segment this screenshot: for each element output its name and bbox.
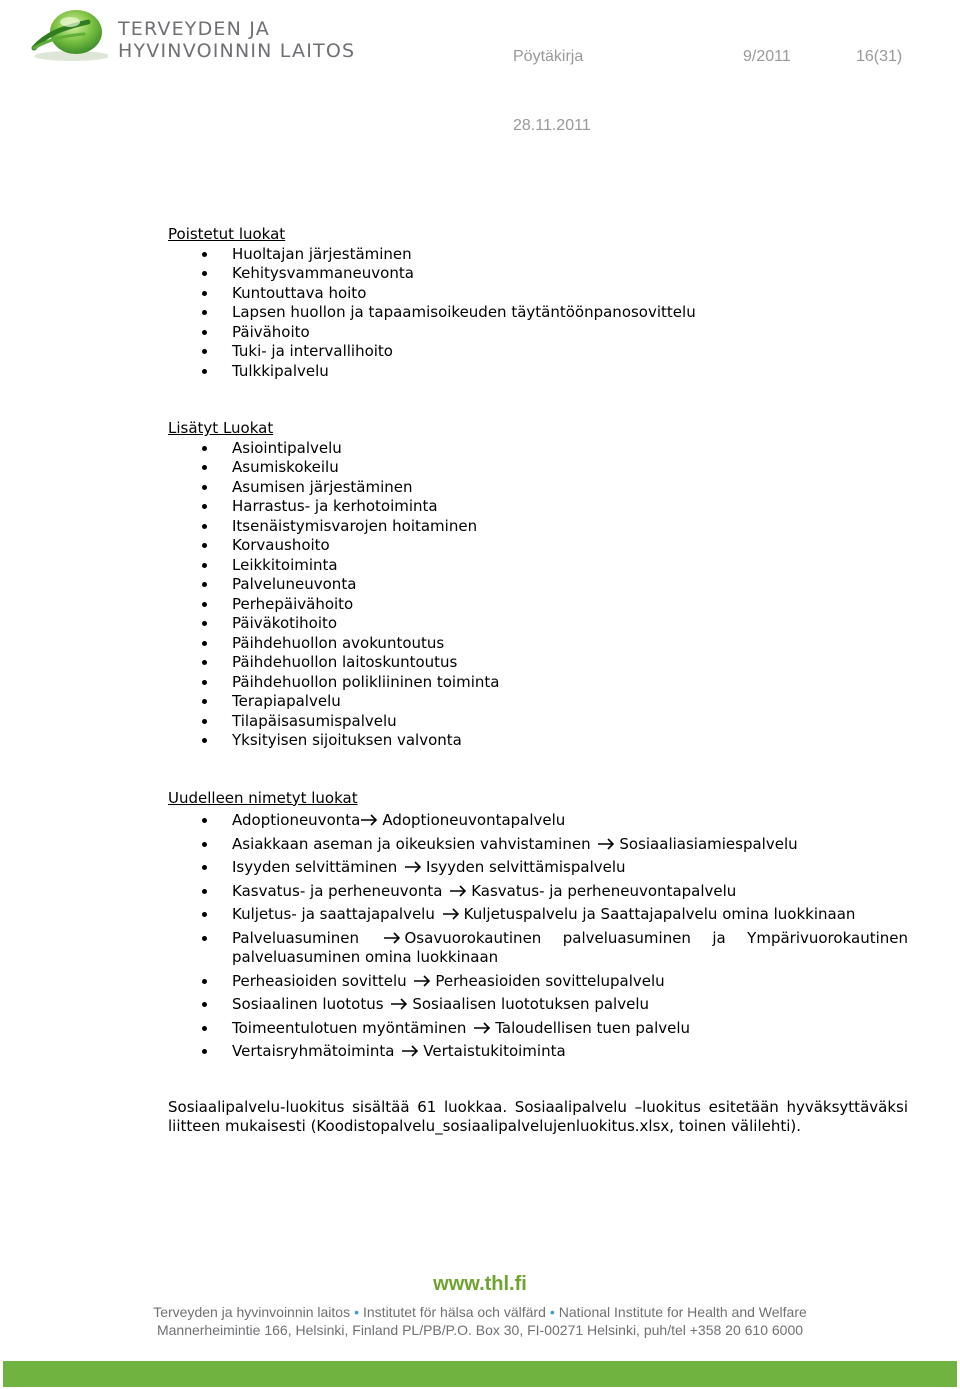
rename-item bbox=[168, 882, 908, 902]
list-item: Korvaushoito bbox=[168, 536, 908, 556]
new-name: Sosiaalisen luototuksen palvelu bbox=[412, 995, 649, 1013]
page-number: 16(31) bbox=[856, 48, 903, 65]
new-name: Vertaistukitoiminta bbox=[423, 1042, 566, 1060]
document-number: 9/2011 bbox=[743, 48, 791, 65]
org-name-line2: HYVINVOINNIN LAITOS bbox=[118, 40, 356, 62]
list-item: Päiväkotihoito bbox=[168, 614, 908, 634]
new-name: Taloudellisen tuen palvelu bbox=[495, 1018, 691, 1037]
list-item: Tilapäisasumispalvelu bbox=[168, 712, 908, 732]
thl-leaf-logo-icon bbox=[28, 4, 108, 64]
document-body bbox=[168, 225, 908, 1137]
old-name: Kasvatus- ja perheneuvonta bbox=[232, 881, 443, 900]
rename-item bbox=[168, 929, 908, 968]
list-item: Tuki- ja intervallihoito bbox=[168, 342, 908, 362]
old-name: Vertaisryhmätoiminta bbox=[232, 1042, 395, 1060]
arrow-right-icon bbox=[442, 908, 460, 920]
renamed-classes-list bbox=[168, 811, 908, 1062]
list-item: Päivähoito bbox=[168, 323, 908, 343]
document-date: 28.11.2011 bbox=[513, 117, 591, 134]
arrow-right-icon bbox=[413, 975, 431, 987]
new-name: Sosiaaliasiamiespalvelu bbox=[619, 834, 798, 853]
old-name: Isyyden selvittäminen bbox=[232, 858, 398, 876]
old-name: Palveluasuminen bbox=[232, 928, 360, 947]
list-item: Palveluneuvonta bbox=[168, 575, 908, 595]
bullet-separator-icon: • bbox=[549, 1304, 555, 1320]
old-name: Kuljetus- ja saattajapalvelu bbox=[232, 905, 435, 923]
old-name: Adoptioneuvonta bbox=[232, 811, 361, 829]
rename-item bbox=[168, 995, 908, 1015]
old-name: Sosiaalinen luototus bbox=[232, 995, 384, 1013]
removed-classes-title: Poistetut luokat bbox=[168, 225, 286, 243]
list-item: Itsenäistymisvarojen hoitaminen bbox=[168, 517, 908, 537]
footer-color-bar bbox=[3, 1361, 957, 1387]
list-item: Perhepäivähoito bbox=[168, 595, 908, 615]
thl-logo bbox=[28, 4, 378, 64]
old-name: Perheasioiden sovittelu bbox=[232, 971, 407, 990]
arrow-right-icon bbox=[383, 932, 401, 944]
added-classes-title: Lisätyt Luokat bbox=[168, 419, 274, 437]
bullet-separator-icon: • bbox=[354, 1304, 359, 1320]
removed-classes-list bbox=[168, 245, 908, 382]
footer-address: Mannerheimintie 166, Helsinki, Finland PL/PB/P.O. Box 30, FI-00271 Helsinki, puh/tel +358 20 610 6000 bbox=[156, 1322, 804, 1338]
list-item: Päihdehuollon laitoskuntoutus bbox=[168, 653, 908, 673]
rename-item bbox=[168, 1019, 908, 1039]
list-item: Kuntouttava hoito bbox=[168, 284, 908, 304]
rename-item bbox=[168, 835, 908, 855]
list-item: Leikkitoiminta bbox=[168, 556, 908, 576]
added-classes-list bbox=[168, 439, 908, 751]
summary-paragraph: Sosiaalipalvelu-luokitus sisältää 61 luokkaa. Sosiaalipalvelu –luokitus esitetään hyväksyttäväksi liitteen mukaisesti (Koodistopalvelu_sosiaalipalvelujenluokitus.xlsx, toinen välilehti). bbox=[168, 1097, 908, 1135]
new-name: Perheasioiden sovittelupalvelu bbox=[435, 971, 665, 990]
footer-institution-names bbox=[0, 1304, 960, 1320]
list-item: Terapiapalvelu bbox=[168, 692, 908, 712]
list-item: Tulkkipalvelu bbox=[168, 362, 908, 382]
new-name: Osavuorokautinen palveluasuminen ja Ympärivuorokautinen palveluasuminen omina luokkinaan bbox=[232, 928, 908, 966]
list-item: Yksityisen sijoituksen valvonta bbox=[168, 731, 908, 751]
document-type: Pöytäkirja bbox=[513, 48, 584, 65]
new-name: Isyyden selvittämispalvelu bbox=[426, 858, 626, 876]
footer-website-link[interactable]: www.thl.fi bbox=[433, 1273, 527, 1295]
renamed-classes-title: Uudelleen nimetyt luokat bbox=[168, 788, 358, 807]
list-item: Huoltajan järjestäminen bbox=[168, 245, 908, 265]
old-name: Toimeentulotuen myöntäminen bbox=[232, 1018, 467, 1037]
new-name: Adoptioneuvontapalvelu bbox=[382, 811, 566, 829]
list-item: Asiointipalvelu bbox=[168, 439, 908, 459]
rename-item bbox=[168, 972, 908, 992]
institution-name-sv: Institutet för hälsa och välfärd bbox=[363, 1304, 546, 1320]
institution-name-en: National Institute for Health and Welfare bbox=[558, 1304, 807, 1320]
arrow-right-icon bbox=[473, 1022, 491, 1034]
list-item: Päihdehuollon polikliininen toiminta bbox=[168, 673, 908, 693]
institution-name-fi: Terveyden ja hyvinvoinnin laitos bbox=[153, 1304, 351, 1320]
arrow-right-icon bbox=[390, 998, 408, 1010]
rename-item bbox=[168, 858, 908, 878]
list-item: Lapsen huollon ja tapaamisoikeuden täytäntöönpanosovittelu bbox=[168, 303, 908, 323]
new-name: Kuljetuspalvelu ja Saattajapalvelu omina luokkinaan bbox=[463, 905, 856, 923]
list-item: Päihdehuollon avokuntoutus bbox=[168, 634, 908, 654]
list-item: Harrastus- ja kerhotoiminta bbox=[168, 497, 908, 517]
rename-item bbox=[168, 1042, 908, 1062]
arrow-right-icon bbox=[404, 861, 422, 873]
list-item: Asumisen järjestäminen bbox=[168, 478, 908, 498]
new-name: Kasvatus- ja perheneuvontapalvelu bbox=[471, 881, 737, 900]
arrow-right-icon bbox=[597, 838, 615, 850]
rename-item bbox=[168, 905, 908, 925]
rename-item bbox=[168, 811, 908, 831]
org-name-line1: TERVEYDEN JA bbox=[118, 18, 270, 40]
list-item: Asumiskokeilu bbox=[168, 458, 908, 478]
arrow-right-icon bbox=[360, 814, 378, 826]
old-name: Asiakkaan aseman ja oikeuksien vahvistaminen bbox=[232, 834, 591, 853]
arrow-right-icon bbox=[401, 1045, 419, 1057]
arrow-right-icon bbox=[449, 885, 467, 897]
list-item: Kehitysvammaneuvonta bbox=[168, 264, 908, 284]
